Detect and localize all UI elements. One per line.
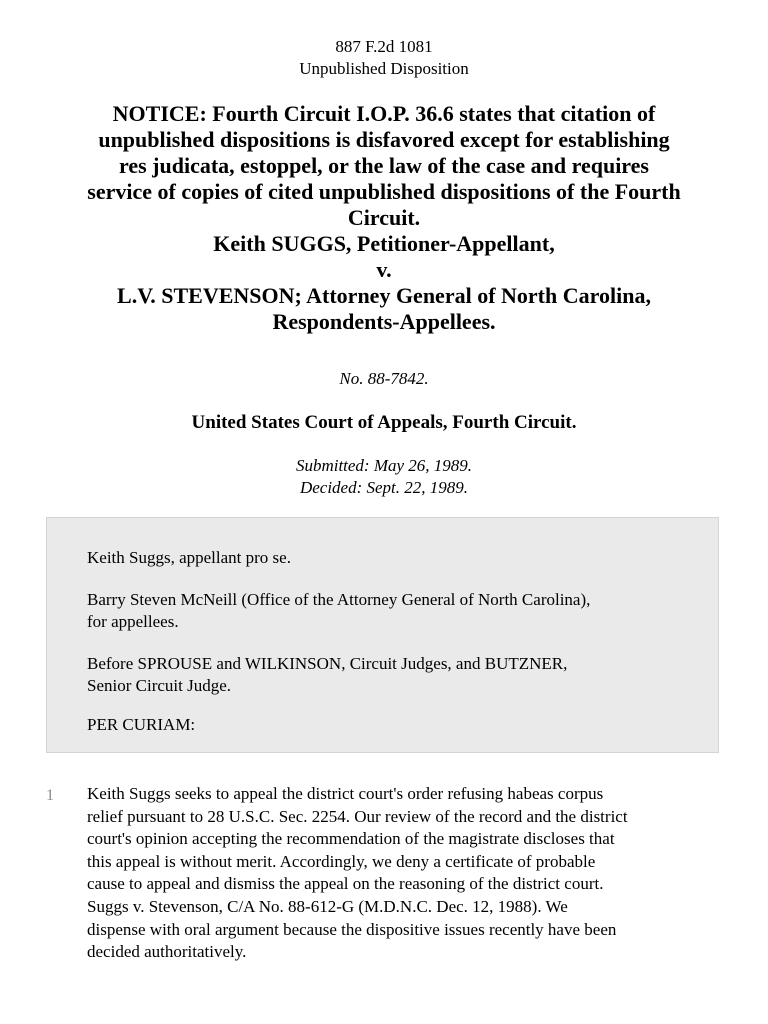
opinion-line: cause to appeal and dismiss the appeal on the reasoning of the district court.	[87, 874, 604, 894]
opinion-line: this appeal is without merit. Accordingly, we deny a certificate of probable	[87, 851, 596, 871]
docket-number: No. 88-7842.	[339, 369, 429, 388]
case-title	[40, 101, 728, 335]
panel-judges-line: Senior Circuit Judge.	[87, 676, 232, 695]
appellant-counsel: Keith Suggs, appellant pro se.	[87, 548, 291, 567]
opinion-line: Suggs v. Stevenson, C/A No. 88-612-G (M.D.N.C. Dec. 12, 1988). We	[87, 896, 568, 916]
panel-judges-line: Before SPROUSE and WILKINSON, Circuit Judges, and BUTZNER,	[87, 654, 568, 673]
petitioner-name: Keith SUGGS, Petitioner-Appellant,	[213, 231, 555, 256]
case-header	[0, 36, 768, 80]
court-name: United States Court of Appeals, Fourth Circuit.	[191, 412, 577, 433]
opinion-line: relief pursuant to 28 U.S.C. Sec. 2254. Our review of the record and the district	[87, 806, 628, 826]
notice-line: Circuit.	[347, 205, 421, 230]
paragraph-number: 1	[46, 787, 54, 804]
case-dates	[0, 455, 768, 499]
per-curiam-label: PER CURIAM:	[87, 715, 196, 734]
appellees-counsel	[87, 589, 687, 633]
opinion-paragraph	[87, 783, 727, 964]
notice-line: unpublished dispositions is disfavored except for establishing	[98, 127, 670, 152]
versus-label: v.	[376, 257, 392, 282]
appellees-counsel-line: Barry Steven McNeill (Office of the Attorney General of North Carolina),	[87, 590, 591, 609]
submitted-date: Submitted: May 26, 1989.	[295, 456, 473, 475]
decided-date: Decided: Sept. 22, 1989.	[299, 478, 469, 497]
appellees-counsel-line: for appellees.	[87, 612, 179, 631]
notice-line: NOTICE: Fourth Circuit I.O.P. 36.6 states that citation of	[112, 101, 656, 126]
disposition-label: Unpublished Disposition	[299, 59, 469, 78]
notice-line: res judicata, estoppel, or the law of the case and requires	[118, 153, 649, 178]
opinion-line: court's opinion accepting the recommendation of the magistrate discloses that	[87, 829, 615, 849]
case-citation: 887 F.2d 1081	[335, 37, 433, 56]
notice-text	[40, 101, 728, 231]
opinion-line: Keith Suggs seeks to appeal the district court's order refusing habeas corpus	[87, 784, 604, 803]
counsel-panel	[46, 517, 719, 753]
panel-judges	[87, 653, 687, 697]
respondent-role: Respondents-Appellees.	[272, 309, 496, 334]
notice-line: service of copies of cited unpublished dispositions of the Fourth	[87, 179, 681, 204]
respondent-name: L.V. STEVENSON; Attorney General of North Carolina,	[117, 283, 651, 308]
opinion-line: dispense with oral argument because the dispositive issues recently have been	[87, 919, 617, 939]
opinion-line: decided authoritatively.	[87, 942, 247, 962]
